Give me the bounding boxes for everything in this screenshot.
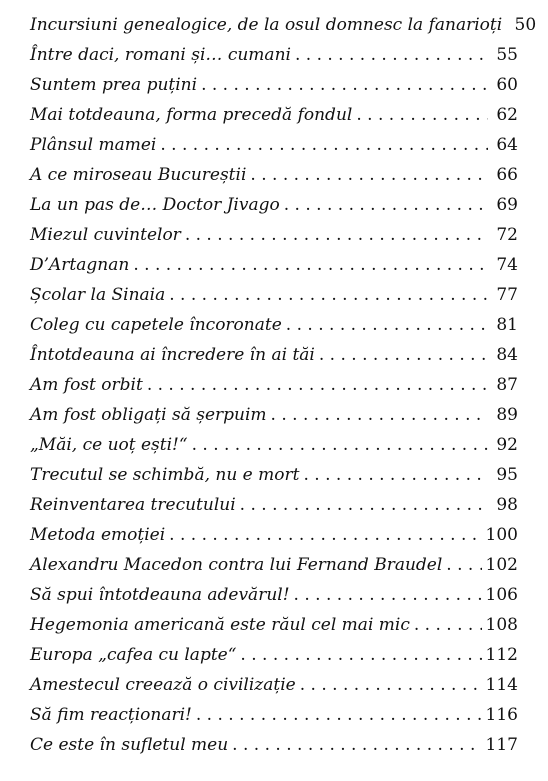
- toc-entry-page: 116: [485, 705, 518, 725]
- toc-entry: [30, 40, 518, 70]
- dot-leader: [169, 280, 488, 310]
- toc-entry: [30, 730, 518, 760]
- toc-entry-title: Am fost obligați să șerpuim: [30, 405, 267, 425]
- toc-entry-title: Întotdeauna ai încredere în ai tăi: [30, 345, 315, 365]
- toc-entry-title: Amestecul creează o civilizație: [30, 675, 296, 695]
- toc-entry: [30, 70, 518, 100]
- toc-entry: [30, 580, 518, 610]
- dot-leader: [414, 610, 482, 640]
- dot-leader: [160, 130, 488, 160]
- toc-entry-page: 98: [496, 495, 518, 515]
- toc-entry-title: Am fost orbit: [30, 375, 143, 395]
- toc-entry-page: 114: [485, 675, 518, 695]
- dot-leader: [201, 70, 488, 100]
- toc-entry: [30, 190, 518, 220]
- toc-entry-page: 92: [496, 435, 518, 455]
- toc-entry: [30, 640, 518, 670]
- toc-entry-page: 100: [485, 525, 518, 545]
- toc-entry-page: 108: [485, 615, 518, 635]
- dot-leader: [250, 160, 488, 190]
- toc-entry: [30, 400, 518, 430]
- toc-entry-page: 69: [496, 195, 518, 215]
- toc-entry-title: Europa „cafea cu lapte“: [30, 645, 237, 665]
- toc-entry-title: Plânsul mamei: [30, 135, 157, 155]
- toc-entry-title: Mai totdeauna, forma precedă fondul: [30, 105, 353, 125]
- dot-leader: [300, 670, 482, 700]
- toc-entry-title: Alexandru Macedon contra lui Fernand Braudel: [30, 555, 443, 575]
- toc-entry-page: 55: [496, 45, 518, 65]
- toc-entry-page: 84: [496, 345, 518, 365]
- toc-entry: [30, 10, 537, 40]
- toc-entry: [30, 520, 518, 550]
- toc-entry-title: D’Artagnan: [30, 255, 130, 275]
- toc-entry-page: 77: [496, 285, 518, 305]
- toc-entry-page: 60: [496, 75, 518, 95]
- toc-entry-title: Hegemonia americană este răul cel mai mic: [30, 615, 410, 635]
- dot-leader: [240, 640, 481, 670]
- toc-entry-page: 89: [496, 405, 518, 425]
- toc-entry: [30, 430, 518, 460]
- toc-entry-title: Miezul cuvintelor: [30, 225, 181, 245]
- toc-entry: [30, 490, 518, 520]
- toc-entry: [30, 100, 518, 130]
- dot-leader: [169, 520, 481, 550]
- toc-entry-title: La un pas de… Doctor Jivago: [30, 195, 280, 215]
- toc-entry-title: Ce este în sufletul meu: [30, 735, 229, 755]
- dot-leader: [147, 370, 488, 400]
- dot-leader: [232, 730, 481, 760]
- dot-leader: [185, 220, 488, 250]
- toc-entry-page: 102: [485, 555, 518, 575]
- toc-entry-page: 95: [496, 465, 518, 485]
- toc-entry: [30, 280, 518, 310]
- dot-leader: [240, 490, 488, 520]
- toc-entry: [30, 310, 518, 340]
- toc-entry: [30, 340, 518, 370]
- toc-entry-title: Să fim reacționari!: [30, 705, 192, 725]
- toc-entry-page: 72: [496, 225, 518, 245]
- toc-entry-title: „Măi, ce uoț ești!“: [30, 435, 188, 455]
- toc-entry-page: 66: [496, 165, 518, 185]
- dot-leader: [446, 550, 481, 580]
- toc-entry: [30, 610, 518, 640]
- toc-entry: [30, 160, 518, 190]
- toc-entry: [30, 550, 518, 580]
- toc-entry-page: 81: [496, 315, 518, 335]
- toc-entry-page: 74: [496, 255, 518, 275]
- toc-entry-page: 117: [485, 735, 518, 755]
- dot-leader: [192, 430, 488, 460]
- toc-entry-title: Între daci, romani și… cumani: [30, 45, 291, 65]
- dot-leader: [356, 100, 488, 130]
- dot-leader: [303, 460, 488, 490]
- dot-leader: [284, 190, 488, 220]
- toc-entry-title: Școlar la Sinaia: [30, 285, 166, 305]
- toc-entry-title: Să spui întotdeauna adevărul!: [30, 585, 290, 605]
- toc-entry: [30, 700, 518, 730]
- toc-entry-page: 106: [485, 585, 518, 605]
- dot-leader: [295, 40, 488, 70]
- toc-entry-title: Coleg cu capetele încoronate: [30, 315, 282, 335]
- dot-leader: [271, 400, 488, 430]
- toc-entry: [30, 370, 518, 400]
- toc-entry-title: Incursiuni genealogice, de la osul domnesc la fanarioți: [30, 15, 503, 35]
- toc-entry-page: 112: [485, 645, 518, 665]
- toc-entry-page: 64: [496, 135, 518, 155]
- toc-entry: [30, 130, 518, 160]
- dot-leader: [196, 700, 482, 730]
- toc-entry: [30, 250, 518, 280]
- toc-entry-page: 50: [514, 15, 537, 35]
- toc-entry-title: Suntem prea puțini: [30, 75, 198, 95]
- toc-entry: [30, 670, 518, 700]
- toc-entry-title: A ce miroseau Bucureștii: [30, 165, 247, 185]
- toc-entry-title: Metoda emoției: [30, 525, 166, 545]
- toc-entry-page: 87: [496, 375, 518, 395]
- toc-entry-page: 62: [496, 105, 518, 125]
- dot-leader: [133, 250, 488, 280]
- dot-leader: [286, 310, 488, 340]
- toc-entry-title: Reinventarea trecutului: [30, 495, 236, 515]
- toc-entry: [30, 460, 518, 490]
- dot-leader: [319, 340, 488, 370]
- dot-leader: [294, 580, 482, 610]
- toc-entry: [30, 220, 518, 250]
- table-of-contents: [30, 10, 537, 760]
- toc-entry-title: Trecutul se schimbă, nu e mort: [30, 465, 300, 485]
